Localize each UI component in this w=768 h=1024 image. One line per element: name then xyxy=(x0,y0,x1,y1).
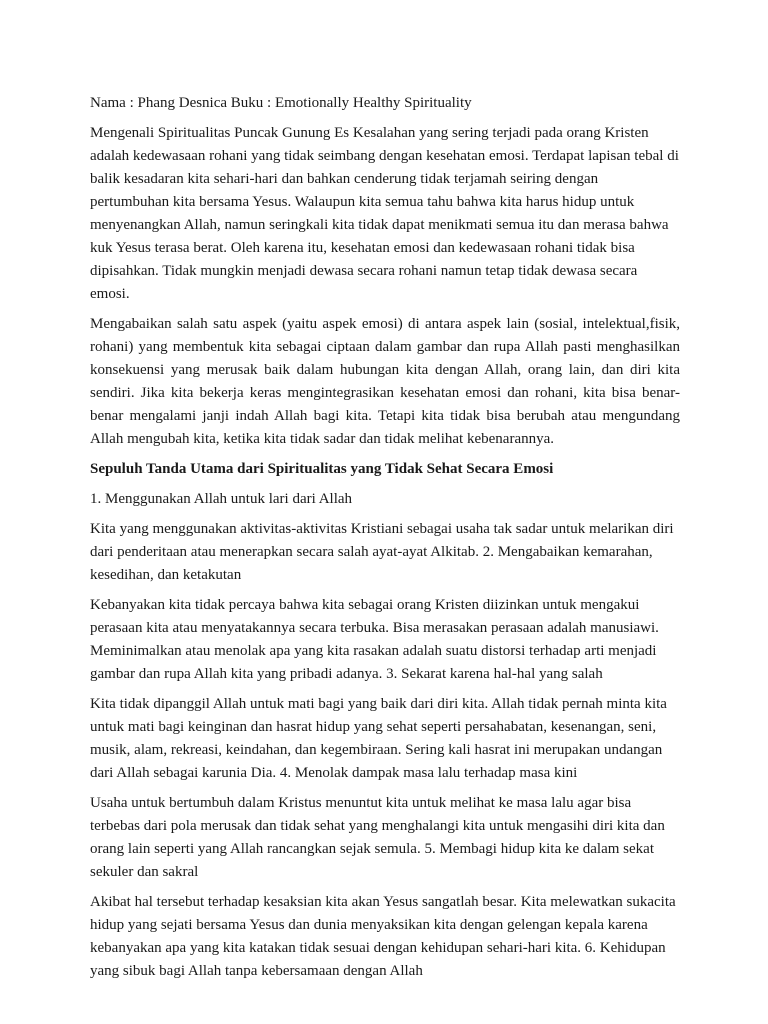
section-heading: Sepuluh Tanda Utama dari Spiritualitas yang Tidak Sehat Secara Emosi xyxy=(90,461,554,477)
intro-paragraph: Mengenali Spiritualitas Puncak Gunung Es Kesalahan yang sering terjadi pada orang Kristen adalah kedewasaan rohani yang tidak seimbang dengan kesehatan emosi. Terdapat lapisan tebal di balik kesadaran kita sehari-hari dan bahkan cenderung tidak terjamah seiring dengan pertumbuhan kita bersama Yesus. Walaupun kita semua tahu bahwa kita harus hidup untuk menyenangkan Allah, namun seringkali kita tidak dapat menikmati semua itu dan merasa bahwa kuk Yesus terasa berat. Oleh karena itu, kesehatan emosi dan kedewasaan rohani tidak bisa dipisahkan. Tidak mungkin menjadi dewasa secara rohani namun tetap tidak dewasa secara emosi. xyxy=(90,125,679,302)
body-paragraph: Mengabaikan salah satu aspek (yaitu aspek emosi) di antara aspek lain (sosial, intelektual,fisik, rohani) yang membentuk kita sebagai ciptaan dalam gambar dan rupa Allah pasti menghasilkan konsekuensi yang merusak baik dalam hubungan kita dengan Allah, orang lain, dan diri kita sendiri. Jika kita bekerja keras mengintegrasikan kesehatan emosi dan rohani, kita bisa benar-benar mengalami janji indah Allah bagi kita. Tetapi kita tidak bisa berubah atau mengundang Allah mengubah kita, ketika kita tidak sadar dan tidak melihat kebenarannya. xyxy=(90,316,680,447)
section-paragraph: Kita tidak dipanggil Allah untuk mati bagi yang baik dari diri kita. Allah tidak pernah minta kita untuk mati bagi keinginan dan hasrat hidup yang sehat seperti persahabatan, kesenangan, seni, musik, alam, rekreasi, keindahan, dan kegembiraan. Sering kali hasrat ini merupakan undangan dari Allah sebagai karunia Dia. 4. Menolak dampak masa lalu terhadap masa kini xyxy=(90,696,667,781)
section-paragraph: Kita yang menggunakan aktivitas-aktivitas Kristiani sebagai usaha tak sadar untuk melarikan diri dari penderitaan atau menerapkan secara salah ayat-ayat Alkitab. 2. Mengabaikan kemarahan, kesedihan, dan ketakutan xyxy=(90,521,674,583)
section-paragraph: Usaha untuk bertumbuh dalam Kristus menuntut kita untuk melihat ke masa lalu agar bisa terbebas dari pola merusak dan tidak sehat yang menghalangi kita untuk mengasihi diri kita dan orang lain seperti yang Allah rancangkan sejak semula. 5. Membagi hidup kita ke dalam sekat sekuler dan sakral xyxy=(90,795,665,880)
section-paragraph: Kebanyakan kita tidak percaya bahwa kita sebagai orang Kristen diizinkan untuk mengakui perasaan kita atau menyatakannya secara terbuka. Bisa merasakan perasaan adalah manusiawi. Meminimalkan atau menolak apa yang kita rasakan adalah suatu distorsi terhadap arti menjadi gambar dan rupa Allah kita yang pribadi adanya. 3. Sekarat karena hal-hal yang salah xyxy=(90,597,659,682)
document-body xyxy=(90,92,680,990)
section-paragraph: Akibat hal tersebut terhadap kesaksian kita akan Yesus sangatlah besar. Kita melewatkan sukacita hidup yang sejati bersama Yesus dan dunia menyaksikan kita dengan gelengan kepala karena kebanyakan apa yang kita katakan tidak sesuai dengan kehidupan sehari-hari kita. 6. Kehidupan yang sibuk bagi Allah tanpa kebersamaan dengan Allah xyxy=(90,894,676,979)
list-item-title: 1. Menggunakan Allah untuk lari dari Allah xyxy=(90,491,353,507)
document-header: Nama : Phang Desnica Buku : Emotionally Healthy Spirituality xyxy=(90,95,472,111)
